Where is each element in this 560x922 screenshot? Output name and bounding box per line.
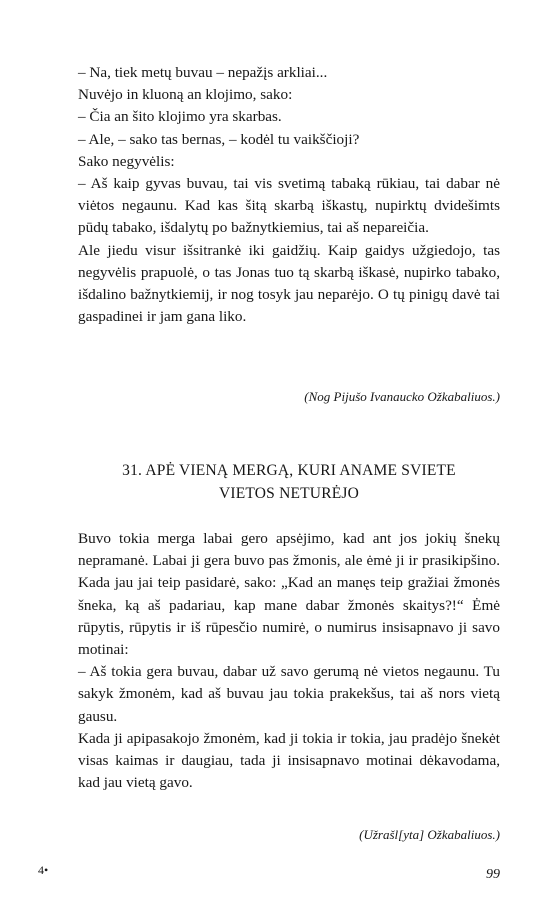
paragraph: – Aš tokia gera buvau, dabar už savo gerumą nė vietos negaunu. Tu sakyk žmonėm, kad aš buvau jau tokia prakekšus, tai aš nors vietą gausu. [78, 663, 500, 725]
signature-mark: 4• [38, 863, 49, 877]
paragraph: – Na, tiek metų buvau – nepažįs arkliai... [78, 64, 328, 81]
heading-line-2: VIETOS NETURĖJO [218, 484, 360, 502]
story-1-text [78, 62, 500, 328]
paragraph: Buvo tokia merga labai gero apsėjimo, kad ant jos jokių šnekų nepramanė. Labai ji gera buvo pas žmonis, ale ėmė ji ir prasikipšino. Kada jau jai teip pasidarė, sako: „Kad an manęs teip gražiai žmonės šneka, ką aš padariau, kap mane dabar žmonės skaitys?!“ Ėmė rūpytis, rūpytis ir iš rūpesčio numirė, o numirus insisapnavo ji savo motinai: [78, 530, 500, 659]
paragraph: Nuvėjo in kluoną an klojimo, sako: [78, 86, 293, 104]
story-2-source: (Užrašl[yta] Ožkabaliuos.) [359, 827, 500, 842]
heading-line-1: 31. APĖ VIENĄ MERGĄ, KURI ANAME SVIETE [122, 462, 456, 479]
story-2-heading [78, 460, 500, 505]
story-2-text [78, 528, 500, 794]
paragraph: Sako negyvėlis: [78, 152, 175, 170]
page-number: 99 [486, 867, 500, 882]
paragraph: Ale jiedu visur išsitrankė iki gaidžių. Kaip gaidys užgiedojo, tas negyvėlis prapuolė, o tas Jonas tuo tą skarbą iškasė, nupirko tabako, išdalino bažnytkiemij, ir nog tosyk jau neparėjo. O tų pinigų davė tai gaspadinei ir jam gana liko. [78, 241, 500, 326]
paragraph: – Aš kaip gyvas buvau, tai vis svetimą tabaką rūkiau, tai dabar nė viėtos negaunu. Kad kas šitą skarbą iškastų, nupirktų dvidešimts pūdų tabako, išdalytų po bažnytkiemius, tai aš nepareičia. [78, 175, 500, 237]
story-1-source: (Nog Pijušo Ivanaucko Ožkabaliuos.) [304, 389, 500, 404]
paragraph: – Ale, – sako tas bernas, – kodėl tu vaikščioji? [78, 130, 360, 148]
paragraph: Kada ji apipasakojo žmonėm, kad ji tokia ir tokia, jau pradėjo šnekėt visas kaimas ir daugiau, tada ji insisapnavo motinai dėkavodama, kad jau vietą gavo. [78, 729, 500, 792]
paragraph: – Čia an šito klojimo yra skarbas. [78, 108, 282, 126]
